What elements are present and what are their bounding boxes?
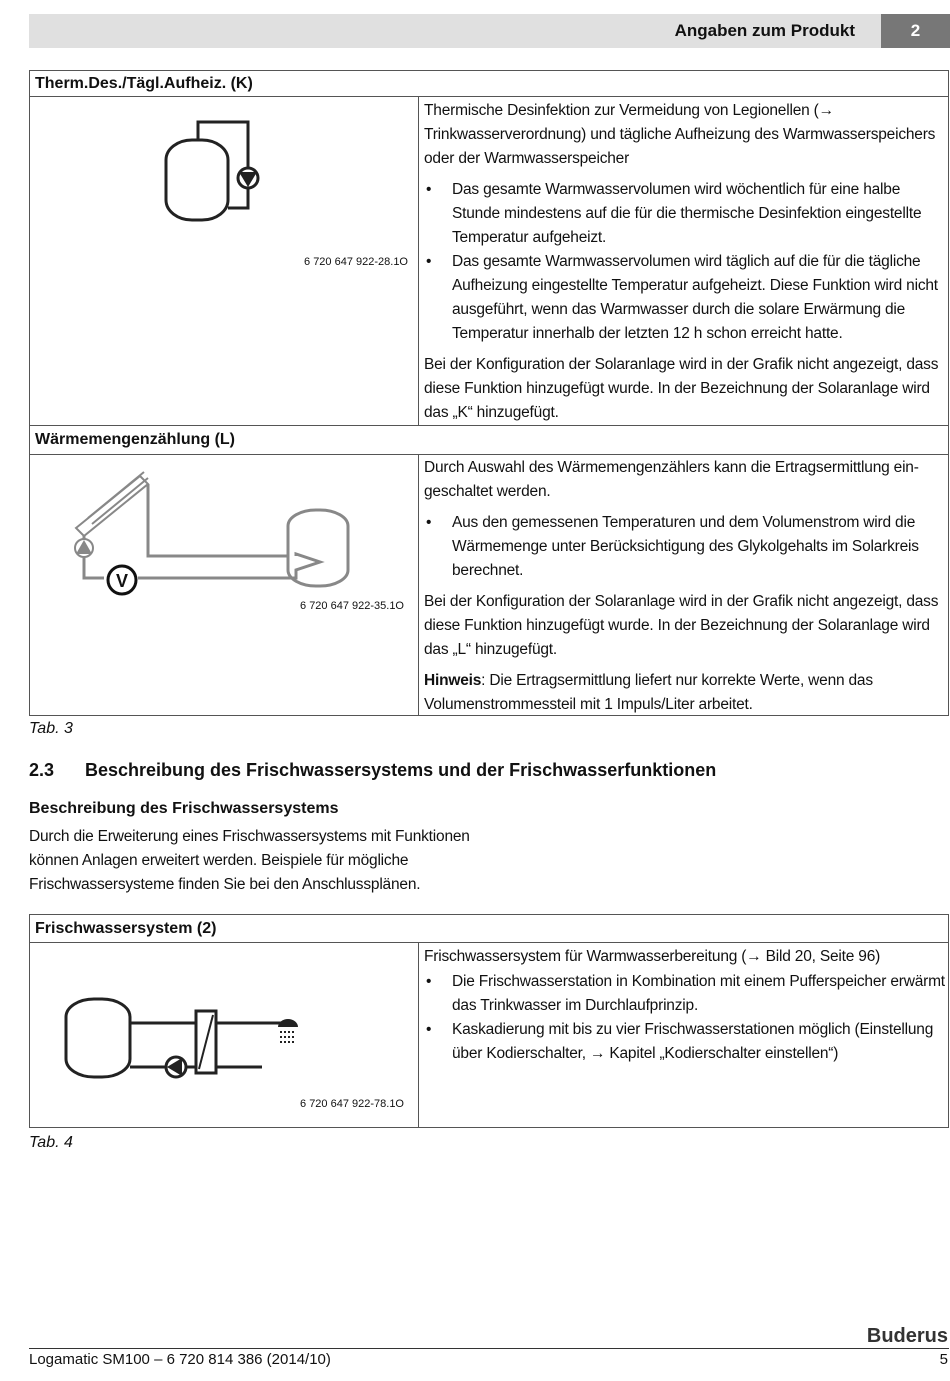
shower-icon — [278, 1019, 298, 1027]
figure-code-2: 6 720 647 922-78.1O — [300, 1098, 404, 1110]
table-4-bullets — [424, 970, 946, 1066]
table-divider — [29, 454, 949, 455]
row-l-bullets — [424, 511, 946, 583]
diagram-heat-metering — [70, 470, 360, 600]
table-divider — [418, 96, 419, 425]
flow-meter-symbol: V — [115, 571, 129, 591]
section-paragraph: Durch die Erweiterung eines Frischwassersystems mit Funktionen können Anlagen erweitert werden. Beispiele für mögliche Frischwassersysteme finden Sie bei den Anschlussplänen. — [29, 828, 470, 893]
table-divider — [29, 96, 949, 97]
list-item: • Das gesamte Warmwasservolumen wird täglich auf die für die tägliche Aufheizung eingestellte Temperatur aufgeheizt. Diese Funktion wird nicht ausgeführt, wenn das Warmwasser durch die solare Erwärmung die Temperatur innerhalb der letzten 12 h schon erreicht hatte. — [424, 250, 946, 346]
row-heading-k: Therm.Des./Tägl.Aufheiz. (K) — [35, 75, 253, 92]
footer-doc-id: Logamatic SM100 – 6 720 814 386 (2014/10) — [29, 1351, 331, 1368]
shower-spray-icon — [280, 1031, 294, 1043]
hint-text: : Die Ertragsermittlung liefert nur korrekte Werte, wenn das Volumenstrommessteil mit 1 Impuls/Liter arbeitet. — [424, 672, 873, 713]
brand-logo: Buderus — [866, 1325, 948, 1347]
chapter-number: 2 — [881, 14, 950, 48]
solar-pipe — [138, 554, 320, 578]
solar-pipe — [148, 484, 288, 556]
section-subheading: Beschreibung des Frischwassersystems — [29, 800, 339, 817]
row-l-description — [424, 456, 946, 724]
list-item: • Das gesamte Warmwasservolumen wird wöchentlich für eine halbe Stunde mindestens auf die für die thermische Desinfektion eingestellte Temperatur aufgeheizt. — [424, 178, 946, 250]
table-4-caption: Tab. 4 — [29, 1134, 73, 1151]
table-divider — [418, 454, 419, 716]
diagram-thermal-disinfection — [160, 118, 270, 228]
circulation-pipe — [228, 188, 248, 208]
storage-tank — [166, 140, 228, 220]
row-k-note: Bei der Konfiguration der Solaranlage wird in der Grafik nicht angezeigt, dass diese Funktion hinzugefügt wurde. In der Bezeichnung der Solaranlage wird das „K“ hinzugefügt. — [424, 356, 939, 421]
table-divider — [418, 942, 419, 1128]
circulation-pipe — [198, 122, 248, 168]
table-3-caption: Tab. 3 — [29, 720, 73, 737]
hint-label: Hinweis — [424, 672, 482, 689]
row-l-hint — [424, 669, 946, 717]
chapter-title: Angaben zum Produkt — [674, 21, 855, 40]
table-divider — [29, 942, 949, 943]
list-item: • Aus den gemessenen Temperaturen und dem Volumenstrom wird die Wärmemenge unter Berücksichtigung des Glykolgehalts im Solarkreis berechnet. — [424, 511, 946, 583]
solar-collector-icon — [76, 476, 148, 536]
row-k-bullets — [424, 178, 946, 346]
table-4-intro: Frischwassersystem für Warmwasserbereitung (→ Bild 20, Seite 96) — [424, 948, 881, 965]
page-number: 5 — [939, 1351, 948, 1368]
buffer-tank — [66, 999, 130, 1077]
row-heading-l: Wärmemengenzählung (L) — [35, 431, 236, 448]
diagram-fresh-water-system — [62, 995, 332, 1085]
row-k-intro: Thermische Desinfektion zur Vermeidung von Legionellen (→ Trinkwasserverordnung) und tägliche Aufheizung des Warmwasserspeichers oder der Warmwasserspeicher — [424, 102, 936, 167]
figure-code-k: 6 720 647 922-28.1O — [304, 256, 408, 268]
table-4-heading: Frischwassersystem (2) — [35, 920, 217, 937]
section-number: 2.3 — [29, 760, 55, 780]
table-4-description — [424, 945, 946, 1073]
figure-code-l: 6 720 647 922-35.1O — [300, 600, 404, 612]
row-l-intro: Durch Auswahl des Wärmemengenzählers kann die Ertragsermittlung eingeschaltet werden. — [424, 459, 919, 500]
section-title: Beschreibung des Frischwassersystems und der Frischwasserfunktionen — [85, 760, 717, 780]
footer-rule — [29, 1348, 949, 1349]
row-k-description — [424, 99, 946, 432]
solar-pipe — [84, 558, 104, 578]
row-l-note: Bei der Konfiguration der Solaranlage wird in der Grafik nicht angezeigt, dass diese Funktion hinzugefügt wurde. In der Bezeichnung der Solaranlage wird das „L“ hinzugefügt. — [424, 593, 939, 658]
list-item: • Kaskadierung mit bis zu vier Frischwasserstationen möglich (Einstellung über Kodierschalter, → Kapitel „Kodierschalter einstellen“) — [424, 1018, 946, 1066]
list-item: • Die Frischwasserstation in Kombination mit einem Pufferspeicher erwärmt das Trinkwasser im Durchlaufprinzip. — [424, 970, 946, 1018]
